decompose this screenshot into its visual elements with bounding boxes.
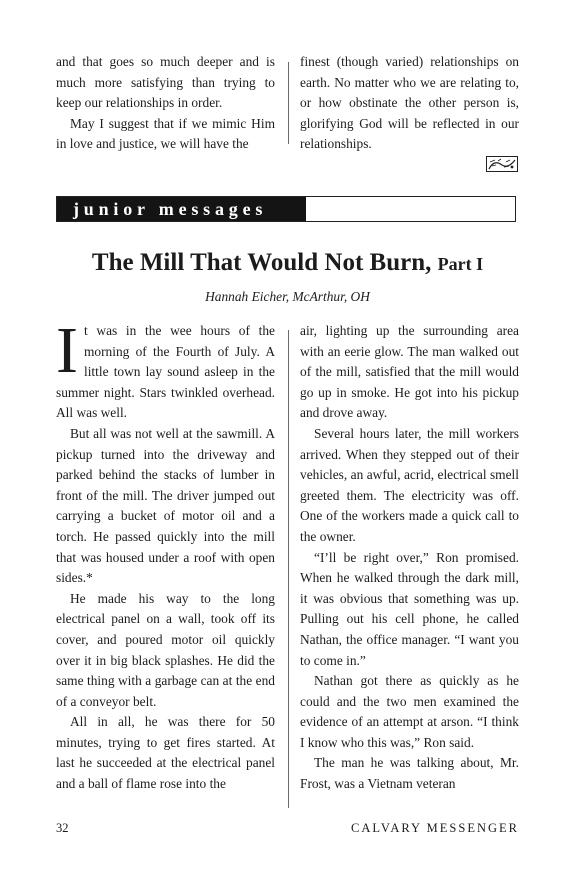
- paragraph: Several hours later, the mill workers arrived. When they stepped out of their vehicles, an awful, acrid, electrical smell greeted them. The electricity was off. One of the workers made a quick call to the owner.: [300, 425, 519, 544]
- opening-paragraph: [56, 314, 275, 424]
- paragraph: and that goes so much deeper and is much more satisfying than trying to keep our relationships in order.: [56, 54, 275, 111]
- article-part: Part I: [437, 254, 484, 274]
- section-label: junior messages: [57, 197, 306, 221]
- article-title-text: The Mill That Would Not Burn,: [91, 249, 432, 276]
- drop-cap: I: [56, 314, 78, 387]
- article-title: [0, 246, 575, 281]
- section-banner: [56, 196, 516, 222]
- paragraph: But all was not well at the sawmill. A pickup turned into the driveway and parked behind the stacks of lumber in front of the mill. The driver jumped out carrying a bucket of motor oil and a torch. He passed quickly into the mill that was housed under a roof with open sides.*: [56, 425, 275, 586]
- top-left-column: [56, 52, 275, 155]
- article-right-column: [300, 321, 519, 795]
- page-number: 32: [56, 821, 69, 835]
- top-right-column: [300, 52, 519, 155]
- article-left-column: [56, 314, 275, 795]
- paragraph: All in all, he was there for 50 minutes, trying to get fires started. At last he succeeded at the electrical panel and a ball of flame rose into the: [56, 714, 275, 792]
- paragraph: May I suggest that if we mimic Him in love and justice, we will have the: [56, 115, 275, 152]
- paragraph: air, lighting up the surrounding area with an eerie glow. The man walked out of the mill, satisfied that the mill would go up in smoke. He got into his pickup and drove away.: [300, 323, 519, 421]
- paragraph: finest (though varied) relationships on earth. No matter who we are relating to, or how obstinate the other person is, glorifying God will be reflected in our relationships.: [300, 54, 519, 152]
- column-divider: [288, 62, 289, 144]
- paragraph: The man he was talking about, Mr. Frost, was a Vietnam veteran: [300, 755, 519, 792]
- column-divider: [288, 330, 289, 808]
- paragraph: He made his way to the long electrical panel on a wall, took off its cover, and poured motor oil quickly over it in big black splashes. He did the same thing with a garbage can at the end of a conveyor belt.: [56, 590, 275, 709]
- article-byline: Hannah Eicher, McArthur, OH: [205, 289, 370, 304]
- paragraph: “I’ll be right over,” Ron promised. When he walked through the dark mill, it was obvious that something was up. Pulling out his cell phone, he called Nathan, the office manager. “I want you to come in.”: [300, 549, 519, 668]
- opening-text: t was in the wee hours of the morning of the Fourth of July. A little town lay sound asleep in the summer night. Stars twinkled overhead. All was well.: [56, 323, 275, 421]
- paragraph: Nathan got there as quickly as he could and the two men examined the evidence of an attempt at arson. “I think I know who this was,” Ron said.: [300, 673, 519, 750]
- end-mark-icon: [486, 156, 518, 172]
- magazine-name: CALVARY MESSENGER: [351, 821, 519, 835]
